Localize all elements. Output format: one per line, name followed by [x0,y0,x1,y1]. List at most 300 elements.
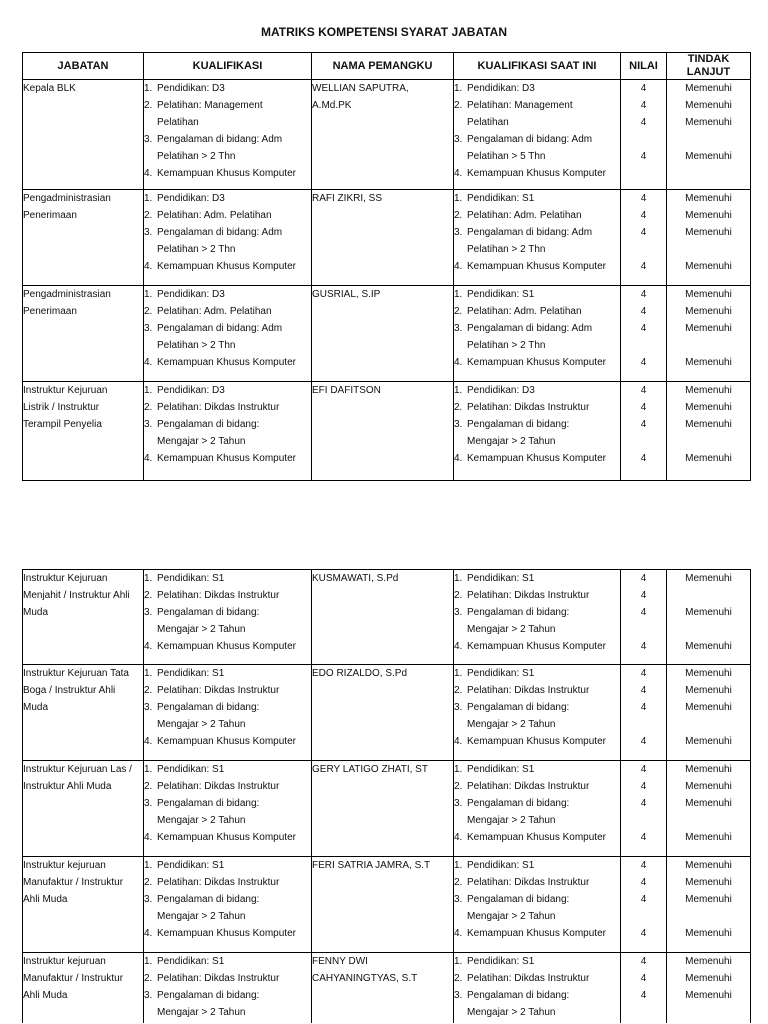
kualifikasi-saat-ini-line [454,114,620,131]
kualifikasi-saat-ini-cell [454,286,621,382]
header-tindak-lanjut: TINDAK LANJUT [667,53,751,80]
nilai-value: 4 [640,928,647,939]
item-text: Kemampuan Khusus Komputer [467,168,606,179]
nilai-value: 4 [640,590,647,601]
tindak-lanjut-cell [667,761,751,857]
jabatan-line: Pengadministrasian [23,193,111,204]
kualifikasi-saat-ini-line [454,207,620,224]
kualifikasi-saat-ini-cell [454,80,621,190]
item-text: Pelatihan: Dikdas Instruktur [467,877,590,888]
kualifikasi-line [144,733,311,750]
nilai-value: 4 [640,668,647,679]
kualifikasi-saat-ini-line [454,433,620,450]
item-text: Pelatihan: Adm. Pelatihan [467,210,582,221]
kualifikasi-saat-ini-cell [454,570,621,665]
nilai-blank-line [621,165,666,182]
nama-pemangku-line: EDO RIZALDO, S.Pd [312,668,408,679]
nama-pemangku-cell [312,953,454,1023]
item-text: Pengalaman di bidang: Adm [467,227,593,238]
item-number: 3. [454,607,463,618]
kualifikasi-saat-ini-cell [454,190,621,286]
item-text: Pendidikan: S1 [467,956,535,967]
item-text: Pelatihan: Dikdas Instruktur [467,402,590,413]
item-number: 3. [454,323,463,334]
item-number: 4. [454,928,463,939]
kualifikasi-line [144,970,311,987]
item-text: Kemampuan Khusus Komputer [467,928,606,939]
tindak-lanjut-value: Memenuhi [685,357,732,368]
item-number: 2. [454,590,463,601]
tindak-lanjut-value: Memenuhi [685,227,732,238]
item-number: 3. [144,702,153,713]
nilai-value: 4 [640,453,647,464]
item-number: 1. [144,956,153,967]
item-text: Pelatihan > 5 Thn [467,151,546,162]
tindak-lanjut-cell [667,857,751,953]
item-text: Pelatihan > 2 Thn [467,244,546,255]
kualifikasi-saat-ini-line [454,621,620,638]
item-text: Kemampuan Khusus Komputer [467,357,606,368]
tindak-lanjut-blank-line [667,716,750,733]
kualifikasi-saat-ini-line [454,399,620,416]
kualifikasi-saat-ini-line [454,953,620,970]
item-number: 3. [454,894,463,905]
table-row [23,570,751,665]
nilai-cell [621,857,667,953]
tindak-lanjut-blank-line [667,812,750,829]
kualifikasi-line [144,953,311,970]
tindak-lanjut-cell [667,382,751,481]
item-text: Pendidikan: S1 [157,860,225,871]
kualifikasi-line [144,638,311,655]
jabatan-line: Instruktur Kejuruan Las / [23,764,132,775]
nilai-value: 4 [640,832,647,843]
nilai-value: 4 [640,402,647,413]
nilai-value: 4 [640,702,647,713]
kualifikasi-line [144,621,311,638]
kualifikasi-line [144,812,311,829]
kualifikasi-cell [144,570,312,665]
item-text: Pengalaman di bidang: Adm [157,227,283,238]
item-number: 2. [454,685,463,696]
item-number: 2. [144,100,153,111]
kualifikasi-saat-ini-line [454,891,620,908]
kualifikasi-saat-ini-line [454,258,620,275]
item-number: 3. [144,990,153,1001]
nama-pemangku-cell [312,570,454,665]
tindak-lanjut-value: Memenuhi [685,453,732,464]
jabatan-line: Muda [23,607,49,618]
kualifikasi-cell [144,761,312,857]
jabatan-line: Ahli Muda [23,894,68,905]
kualifikasi-line [144,416,311,433]
item-number: 4. [454,832,463,843]
item-number: 4. [144,928,153,939]
nilai-cell [621,953,667,1023]
tindak-lanjut-value: Memenuhi [685,781,732,792]
item-number: 4. [454,736,463,747]
kualifikasi-saat-ini-line [454,716,620,733]
item-text: Pengalaman di bidang: [157,798,260,809]
kualifikasi-saat-ini-line [454,925,620,942]
item-number: 2. [144,685,153,696]
kualifikasi-line [144,570,311,587]
nama-pemangku-line: RAFI ZIKRI, SS [312,193,383,204]
jabatan-line: Penerimaan [23,306,77,317]
jabatan-line: Manufaktur / Instruktur [23,877,124,888]
kualifikasi-line [144,1004,311,1021]
item-text: Pelatihan > 2 Thn [157,244,236,255]
item-number: 1. [454,668,463,679]
kualifikasi-saat-ini-line [454,354,620,371]
item-text: Pengalaman di bidang: [467,419,570,430]
item-text: Pendidikan: D3 [467,385,535,396]
item-text: Pelatihan > 2 Thn [467,340,546,351]
item-number: 1. [454,956,463,967]
kualifikasi-saat-ini-line [454,987,620,1004]
jabatan-line: Instruktur Kejuruan Tata [23,668,129,679]
item-text: Pelatihan: Dikdas Instruktur [157,973,280,984]
item-number: 3. [144,227,153,238]
item-text: Pelatihan: Management [467,100,573,111]
item-number: 4. [144,736,153,747]
tindak-lanjut-value: Memenuhi [685,151,732,162]
kualifikasi-cell [144,80,312,190]
tindak-lanjut-value: Memenuhi [685,402,732,413]
table-row [23,190,751,286]
item-text: Pelatihan > 2 Thn [157,340,236,351]
table-row [23,80,751,190]
item-text: Pelatihan: Management [157,100,263,111]
item-text: Pengalaman di bidang: Adm [157,323,283,334]
kualifikasi-saat-ini-line [454,570,620,587]
nilai-value: 4 [640,100,647,111]
item-text: Mengajar > 2 Tahun [467,911,556,922]
kualifikasi-line [144,190,311,207]
kualifikasi-line [144,665,311,682]
kualifikasi-line [144,224,311,241]
kualifikasi-cell [144,857,312,953]
nama-pemangku-line: A.Md.PK [312,100,352,111]
table-row [23,286,751,382]
nilai-blank-line [621,621,666,638]
nama-pemangku-line: FENNY DWI [312,956,368,967]
kualifikasi-saat-ini-line [454,165,620,182]
nilai-value: 4 [640,573,647,584]
kualifikasi-saat-ini-line [454,908,620,925]
nilai-value: 4 [640,261,647,272]
nama-pemangku-cell [312,665,454,761]
item-text: Pengalaman di bidang: [467,894,570,905]
nilai-value: 4 [640,685,647,696]
jabatan-cell [23,286,144,382]
table-row [23,382,751,481]
kualifikasi-saat-ini-line [454,795,620,812]
item-text: Kemampuan Khusus Komputer [157,641,296,652]
item-number: 4. [144,641,153,652]
kualifikasi-saat-ini-line [454,874,620,891]
nilai-value: 4 [640,323,647,334]
nilai-value: 4 [640,210,647,221]
kualifikasi-saat-ini-line [454,80,620,97]
item-text: Pendidikan: S1 [157,668,225,679]
item-number: 1. [144,573,153,584]
tindak-lanjut-value: Memenuhi [685,117,732,128]
tindak-lanjut-blank-line [667,1004,750,1021]
item-text: Kemampuan Khusus Komputer [467,832,606,843]
item-text: Pengalaman di bidang: [467,702,570,713]
item-text: Pendidikan: S1 [467,860,535,871]
item-number: 3. [144,323,153,334]
kualifikasi-saat-ini-line [454,761,620,778]
kualifikasi-line [144,716,311,733]
tindak-lanjut-value: Memenuhi [685,990,732,1001]
nilai-value: 4 [640,798,647,809]
tindak-lanjut-value: Memenuhi [685,573,732,584]
nama-pemangku-line: GUSRIAL, S.IP [312,289,381,300]
item-text: Pendidikan: D3 [157,193,225,204]
item-number: 2. [144,781,153,792]
nilai-value: 4 [640,83,647,94]
jabatan-cell [23,665,144,761]
nilai-value: 4 [640,385,647,396]
nilai-blank-line [621,337,666,354]
tindak-lanjut-value: Memenuhi [685,210,732,221]
item-number: 3. [144,607,153,618]
item-number: 3. [454,990,463,1001]
tindak-lanjut-value: Memenuhi [685,83,732,94]
tindak-lanjut-value: Memenuhi [685,798,732,809]
kualifikasi-line [144,165,311,182]
kualifikasi-saat-ini-line [454,416,620,433]
nilai-blank-line [621,433,666,450]
nilai-value: 4 [640,956,647,967]
jabatan-cell [23,953,144,1023]
item-number: 2. [144,590,153,601]
item-number: 3. [454,134,463,145]
item-number: 1. [144,764,153,775]
kualifikasi-saat-ini-line [454,320,620,337]
kualifikasi-saat-ini-line [454,190,620,207]
item-text: Pengalaman di bidang: Adm [157,134,283,145]
item-number: 2. [454,210,463,221]
item-text: Pengalaman di bidang: [467,798,570,809]
tindak-lanjut-cell [667,80,751,190]
nilai-blank-line [621,1004,666,1021]
tindak-lanjut-value: Memenuhi [685,702,732,713]
jabatan-line: Ahli Muda [23,990,68,1001]
item-text: Pendidikan: S1 [157,956,225,967]
item-text: Pelatihan [467,117,509,128]
item-number: 3. [454,798,463,809]
item-text: Mengajar > 2 Tahun [157,624,246,635]
tindak-lanjut-value: Memenuhi [685,928,732,939]
nilai-value: 4 [640,860,647,871]
tindak-lanjut-value: Memenuhi [685,385,732,396]
item-text: Pelatihan [157,117,199,128]
kualifikasi-saat-ini-line [454,699,620,716]
item-text: Mengajar > 2 Tahun [467,624,556,635]
tindak-lanjut-value: Memenuhi [685,832,732,843]
kualifikasi-saat-ini-cell [454,953,621,1023]
tindak-lanjut-blank-line [667,433,750,450]
tindak-lanjut-blank-line [667,165,750,182]
kualifikasi-saat-ini-line [454,682,620,699]
kualifikasi-cell [144,382,312,481]
item-text: Kemampuan Khusus Komputer [467,736,606,747]
kualifikasi-saat-ini-line [454,733,620,750]
header-nama-pemangku: NAMA PEMANGKU [312,53,454,80]
item-number: 4. [144,261,153,272]
tindak-lanjut-value: Memenuhi [685,956,732,967]
item-number: 4. [144,453,153,464]
page-title: MATRIKS KOMPETENSI SYARAT JABATAN [260,25,507,39]
jabatan-line: Instruktur Ahli Muda [23,781,112,792]
tindak-lanjut-value: Memenuhi [685,306,732,317]
table-row [23,761,751,857]
kualifikasi-line [144,433,311,450]
item-text: Pengalaman di bidang: [157,702,260,713]
nama-pemangku-line: FERI SATRIA JAMRA, S.T [312,860,431,871]
kualifikasi-saat-ini-line [454,148,620,165]
nilai-cell [621,570,667,665]
item-text: Mengajar > 2 Tahun [157,911,246,922]
kualifikasi-cell [144,190,312,286]
item-text: Pendidikan: D3 [157,83,225,94]
competency-table-part-2 [22,569,751,1023]
item-text: Mengajar > 2 Tahun [467,815,556,826]
item-number: 2. [454,877,463,888]
nama-pemangku-cell [312,190,454,286]
kualifikasi-saat-ini-line [454,131,620,148]
item-text: Mengajar > 2 Tahun [157,436,246,447]
item-number: 3. [144,894,153,905]
kualifikasi-saat-ini-line [454,778,620,795]
item-number: 1. [454,193,463,204]
item-text: Pelatihan: Dikdas Instruktur [157,402,280,413]
item-text: Pelatihan: Dikdas Instruktur [157,781,280,792]
kualifikasi-line [144,682,311,699]
item-number: 1. [454,573,463,584]
item-text: Pengalaman di bidang: [157,894,260,905]
item-number: 4. [144,832,153,843]
item-number: 1. [454,83,463,94]
kualifikasi-line [144,761,311,778]
tindak-lanjut-value: Memenuhi [685,973,732,984]
kualifikasi-saat-ini-line [454,337,620,354]
kualifikasi-saat-ini-cell [454,665,621,761]
item-text: Kemampuan Khusus Komputer [467,261,606,272]
tindak-lanjut-value: Memenuhi [685,860,732,871]
item-text: Mengajar > 2 Tahun [157,1007,246,1018]
nilai-value: 4 [640,227,647,238]
item-text: Pelatihan: Dikdas Instruktur [467,590,590,601]
tindak-lanjut-value: Memenuhi [685,289,732,300]
kualifikasi-saat-ini-line [454,638,620,655]
item-text: Mengajar > 2 Tahun [467,436,556,447]
item-text: Pengalaman di bidang: Adm [467,323,593,334]
kualifikasi-line [144,80,311,97]
tindak-lanjut-blank-line [667,131,750,148]
jabatan-line: Listrik / Instruktur [23,402,100,413]
item-text: Kemampuan Khusus Komputer [157,357,296,368]
item-text: Pengalaman di bidang: [157,607,260,618]
nama-pemangku-line: WELLIAN SAPUTRA, [312,83,409,94]
nilai-value: 4 [640,607,647,618]
kualifikasi-line [144,908,311,925]
item-number: 1. [144,193,153,204]
tindak-lanjut-cell [667,665,751,761]
item-number: 2. [144,402,153,413]
nama-pemangku-cell [312,80,454,190]
nama-pemangku-cell [312,382,454,481]
kualifikasi-line [144,987,311,1004]
jabatan-line: Terampil Penyelia [23,419,102,430]
kualifikasi-line [144,857,311,874]
kualifikasi-saat-ini-line [454,829,620,846]
kualifikasi-saat-ini-line [454,286,620,303]
tindak-lanjut-value: Memenuhi [685,607,732,618]
item-text: Pelatihan: Dikdas Instruktur [157,877,280,888]
item-text: Mengajar > 2 Tahun [467,1007,556,1018]
item-text: Pendidikan: D3 [157,385,225,396]
item-number: 2. [454,306,463,317]
jabatan-line: Boga / Instruktur Ahli [23,685,116,696]
item-text: Pelatihan: Dikdas Instruktur [467,781,590,792]
kualifikasi-saat-ini-cell [454,761,621,857]
kualifikasi-line [144,286,311,303]
kualifikasi-line [144,778,311,795]
item-number: 4. [454,453,463,464]
item-number: 2. [454,973,463,984]
kualifikasi-line [144,874,311,891]
nilai-value: 4 [640,151,647,162]
item-number: 4. [454,357,463,368]
item-number: 2. [144,877,153,888]
header-row [23,53,751,80]
item-text: Pendidikan: S1 [157,573,225,584]
tindak-lanjut-value: Memenuhi [685,764,732,775]
tindak-lanjut-value: Memenuhi [685,419,732,430]
kualifikasi-saat-ini-line [454,97,620,114]
kualifikasi-saat-ini-line [454,587,620,604]
jabatan-cell [23,190,144,286]
jabatan-cell [23,857,144,953]
item-number: 2. [454,100,463,111]
tindak-lanjut-cell [667,190,751,286]
jabatan-line: Pengadministrasian [23,289,111,300]
item-text: Pengalaman di bidang: [467,607,570,618]
nilai-blank-line [621,716,666,733]
tindak-lanjut-value: Memenuhi [685,736,732,747]
item-text: Kemampuan Khusus Komputer [157,168,296,179]
item-number: 1. [144,860,153,871]
item-number: 1. [454,860,463,871]
kualifikasi-saat-ini-line [454,303,620,320]
tindak-lanjut-value: Memenuhi [685,685,732,696]
item-text: Kemampuan Khusus Komputer [467,453,606,464]
item-number: 1. [454,385,463,396]
competency-table-part-1 [22,52,751,481]
nilai-value: 4 [640,973,647,984]
nilai-cell [621,286,667,382]
nilai-cell [621,382,667,481]
kualifikasi-saat-ini-line [454,382,620,399]
tindak-lanjut-blank-line [667,621,750,638]
item-text: Pelatihan: Adm. Pelatihan [467,306,582,317]
nilai-value: 4 [640,306,647,317]
kualifikasi-saat-ini-line [454,604,620,621]
